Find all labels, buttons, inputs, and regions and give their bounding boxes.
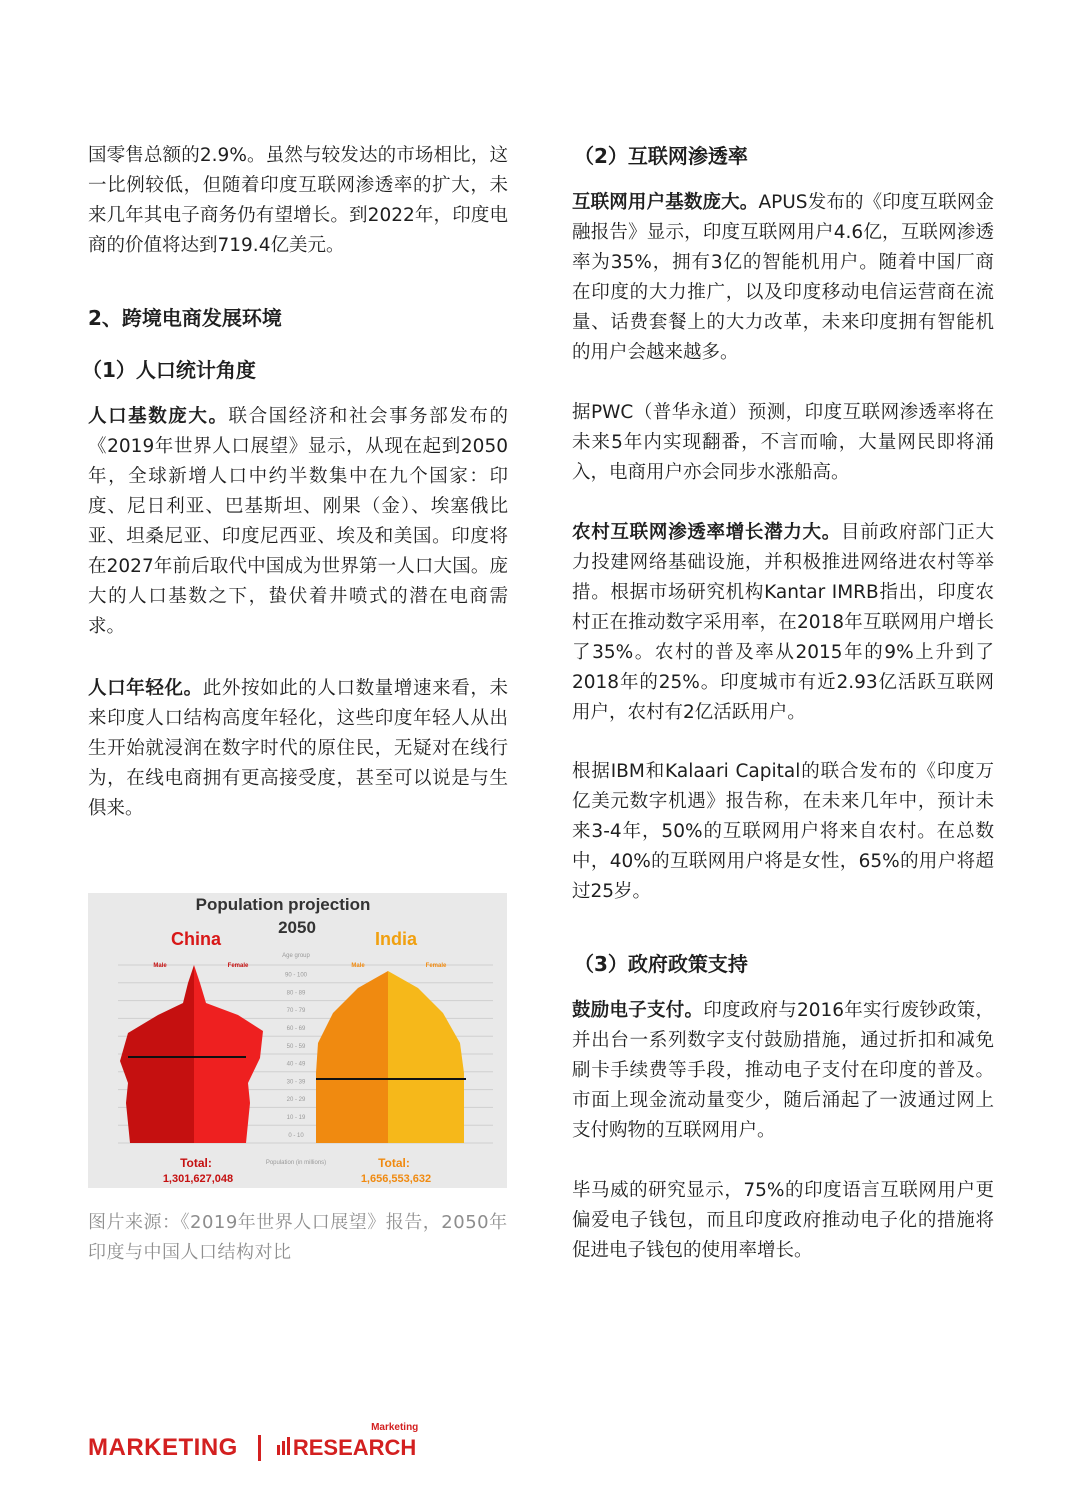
india-male-label: Male <box>351 963 365 969</box>
figure-title-line1: Population projection <box>195 895 371 914</box>
lead-digital-payment: 鼓励电子支付。 <box>572 1000 704 1021</box>
age-tick-label: 30 - 39 <box>286 1079 306 1086</box>
lead-young-population: 人口年轻化。 <box>88 678 203 699</box>
age-tick-label: 40 - 49 <box>286 1061 306 1068</box>
china-female-label: Female <box>227 963 249 969</box>
body-internet-users: APUS发布的《印度互联网金融报告》显示，印度互联网用户4.6亿，互联网渗透率为35%，拥有3亿的智能机用户。随着中国厂商在印度的大力推广，以及印度移动电信运营商在流量、话费套餐上的大力改革，未来印度拥有智能机的用户会越来越多。 <box>572 192 994 363</box>
age-tick-label: 0 - 10 <box>288 1132 304 1139</box>
paragraph-rural-internet <box>572 518 994 728</box>
paragraph-young-population <box>88 674 508 824</box>
china-total-value: 1,301,627,048 <box>162 1173 234 1185</box>
age-group-label: Age group <box>282 953 310 959</box>
india-total-label: Total: <box>378 1156 410 1170</box>
age-tick-label: 70 - 79 <box>286 1008 306 1015</box>
research-logo-small: Marketing <box>371 1422 419 1433</box>
paragraph-kpmg-research: 毕马威的研究显示，75%的印度语言互联网用户更偏爱电子钱包，而且印度政府推动电子化的措施将促进电子钱包的使用率增长。 <box>572 1180 994 1261</box>
subsection-title-demographics: （1）人口统计角度 <box>82 358 256 382</box>
research-logo-text: RESEARCH <box>292 1435 417 1460</box>
section-title-cross-border: 2、跨境电商发展环境 <box>88 306 282 330</box>
figure-caption: 图片来源：《2019年世界人口展望》报告，2050年印度与中国人口结构对比 <box>88 1212 508 1263</box>
china-total-label: Total: <box>180 1156 212 1170</box>
x-axis-label: Population (in millions) <box>265 1160 327 1166</box>
logo-divider <box>258 1435 261 1461</box>
paragraph-internet-users <box>572 188 994 368</box>
china-label: China <box>170 929 222 949</box>
body-rural-internet: 目前政府部门正大力投建网络基础设施，并积极推进网络进农村等举措。根据市场研究机构Kantar IMRB指出，印度农村正在推动数字采用率，在2018年互联网用户增长了35%。农村的普及率从2015年的9%上升到了2018年的25%。印度城市有近2.93亿活跃互联网用户，农村有2亿活跃用户。 <box>572 522 994 723</box>
subsection-title-policy: （3）政府政策支持 <box>574 952 748 976</box>
lead-internet-users: 互联网用户基数庞大。 <box>572 192 759 213</box>
age-tick-label: 50 - 59 <box>286 1043 306 1050</box>
paragraph-ibm-report: 根据IBM和Kalaari Capital的联合发布的《印度万亿美元数字机遇》报告称，在未来几年中，预计未来3-4年，50%的互联网用户将来自农村。在总数中，40%的互联网用户将是女性，65%的用户将超过25岁。 <box>572 761 994 902</box>
research-logo <box>277 1422 419 1461</box>
population-pyramid-chart <box>88 893 507 1188</box>
lead-population-base: 人口基数庞大。 <box>88 406 229 427</box>
india-total-value: 1,656,553,632 <box>360 1173 432 1185</box>
lead-rural-internet: 农村互联网渗透率增长潜力大。 <box>572 522 841 543</box>
subsection-title-internet-penetration: （2）互联网渗透率 <box>574 144 748 168</box>
paragraph-pwc-forecast: 据PWC（普华永道）预测，印度互联网渗透率将在未来5年内实现翻番，不言而喻，大量网民即将涌入，电商用户亦会同步水涨船高。 <box>572 402 994 483</box>
india-female-label: Female <box>425 963 447 969</box>
body-young-population: 此外按如此的人口数量增速来看，未来印度人口结构高度年轻化，这些印度年轻人从出生开始就浸润在数字时代的原住民，无疑对在线行为，在线电商拥有更高接受度，甚至可以说是与生俱来。 <box>88 678 508 819</box>
age-tick-label: 80 - 89 <box>286 990 306 997</box>
age-tick-label: 20 - 29 <box>286 1097 306 1104</box>
india-label: India <box>374 929 418 949</box>
age-tick-label: 60 - 69 <box>286 1025 306 1032</box>
age-tick-label: 90 - 100 <box>284 972 308 979</box>
figure-title-line2: 2050 <box>278 918 316 937</box>
body-digital-payment: 印度政府与2016年实行废钞政策，并出台一系列数字支付鼓励措施，通过折扣和减免刷卡手续费等手段，推动电子支付在印度的普及。市面上现金流动量变少，随后涌起了一波通过网上支付购物的互联网用户。 <box>572 1000 994 1141</box>
paragraph-retail-share: 国零售总额的2.9%。虽然与较发达的市场相比，这一比例较低，但随着印度互联网渗透率的扩大，未来几年其电子商务仍有望增长。到2022年，印度电商的价值将达到719.4亿美元。 <box>88 145 508 256</box>
bar-chart-icon <box>277 1437 291 1455</box>
paragraph-digital-payment <box>572 996 994 1146</box>
china-male-label: Male <box>153 963 167 969</box>
paragraph-population-base <box>88 402 508 642</box>
population-projection-figure <box>88 893 507 1188</box>
footer-logos <box>88 1422 419 1468</box>
marketing-logo: MARKETING <box>88 1434 238 1461</box>
age-tick-label: 10 - 19 <box>286 1114 306 1121</box>
body-population-base: 联合国经济和社会事务部发布的《2019年世界人口展望》显示，从现在起到2050年，全球新增人口中约半数集中在九个国家：印度、尼日利亚、巴基斯坦、刚果（金）、埃塞俄比亚、坦桑尼亚、印度尼西亚、埃及和美国。印度将在2027年前后取代中国成为世界第一人口大国。庞大的人口基数之下，蛰伏着井喷式的潜在电商需求。 <box>88 406 508 637</box>
